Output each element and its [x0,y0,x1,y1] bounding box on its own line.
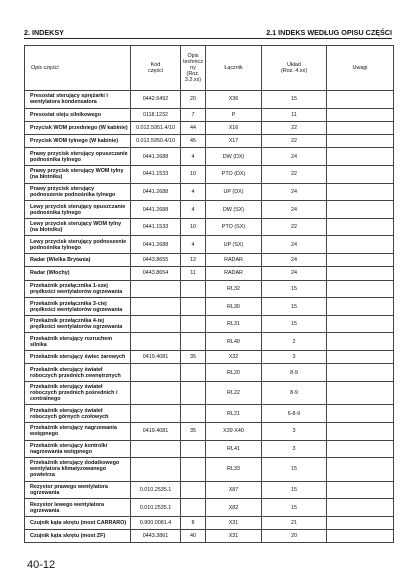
cell-description: Rezystor prawego wentylatora ogrzewania [25,481,131,499]
cell-description: Czujnik kąta skrętu (most CARRARO) [25,516,131,529]
cell-code: 0118.1232 [131,108,181,121]
col-header-connector: Łącznik [206,46,262,91]
cell-code: 0441.2688 [131,236,181,254]
table-row [25,236,394,254]
cell-notes [327,333,394,351]
page-header [24,26,392,38]
cell-diagram: 40 [181,530,206,543]
cell-layout: 20 [262,530,327,543]
subsection-title: 2.1 INDEKS WEDŁUG OPISU CZĘŚCI [266,28,392,37]
cell-description: Lewy przycisk sterujący podnoszenie podnośnika tylnego [25,236,131,254]
cell-layout: 15 [262,280,327,298]
cell-notes [327,121,394,134]
cell-connector: RL20 [206,364,262,382]
cell-diagram [181,364,206,382]
cell-description: Przekaźnik sterujący świateł roboczych przednich pośrednich i centralnego [25,381,131,405]
cell-description: Radar (Wielka Brytania) [25,254,131,267]
cell-layout: 3 [262,440,327,458]
cell-layout: 24 [262,148,327,166]
cell-description: Lewy przycisk sterujący WOM tylny (na błotniku) [25,218,131,236]
cell-layout: 24 [262,254,327,267]
cell-connector: P [206,108,262,121]
table-row [25,280,394,298]
table-row [25,381,394,405]
cell-layout: 22 [262,166,327,184]
cell-code: 0443.8654 [131,267,181,280]
table-row [25,351,394,364]
cell-code: 0441.2688 [131,201,181,219]
cell-notes [327,499,394,517]
cell-code: 0419.4081 [131,351,181,364]
cell-description: Czujnik kąta skrętu (most ZF) [25,530,131,543]
cell-notes [327,135,394,148]
cell-description: Przekaźnik sterujący rozruchem silnika [25,333,131,351]
cell-layout: 22 [262,121,327,134]
table-row [25,364,394,382]
cell-diagram [181,298,206,316]
cell-code: 0.900.0081.4 [131,516,181,529]
cell-code: 0441.1533 [131,218,181,236]
cell-diagram: 20 [181,91,206,109]
cell-connector: X17 [206,135,262,148]
table-row [25,458,394,482]
cell-notes [327,236,394,254]
table-row [25,148,394,166]
table-row [25,267,394,280]
cell-description: Przycisk WOM tylnego (W kabinie) [25,135,131,148]
table-row [25,423,394,441]
cell-layout: 15 [262,298,327,316]
cell-layout: 15 [262,315,327,333]
cell-layout: 21 [262,516,327,529]
cell-description: Przekaźnik sterujący nagrzewania wstępnego [25,423,131,441]
cell-code: 0442.6492 [131,91,181,109]
cell-connector: X82 [206,499,262,517]
table-row [25,218,394,236]
col-header-code: Kod części [131,46,181,91]
cell-notes [327,351,394,364]
cell-connector: X36 [206,91,262,109]
table-row [25,516,394,529]
cell-diagram: 8 [181,516,206,529]
cell-code: 0441.2688 [131,148,181,166]
cell-layout: 8-9 [262,381,327,405]
cell-diagram [181,499,206,517]
cell-layout: 3 [262,351,327,364]
cell-diagram [181,315,206,333]
cell-notes [327,530,394,543]
cell-code [131,298,181,316]
cell-code: 0441.1533 [131,166,181,184]
cell-notes [327,440,394,458]
cell-connector: UP (DX) [206,183,262,201]
cell-connector: X87 [206,481,262,499]
parts-index-table [24,45,394,543]
table-row [25,254,394,267]
table-row [25,166,394,184]
cell-diagram [181,440,206,458]
cell-notes [327,423,394,441]
cell-layout: 15 [262,91,327,109]
cell-code [131,440,181,458]
cell-diagram: 35 [181,351,206,364]
cell-code [131,381,181,405]
cell-layout: 6-8-9 [262,405,327,423]
cell-description: Przekaźnik przełącznika 1-szej prędkości wentylatorów ogrzewania [25,280,131,298]
cell-connector: PTO (DX) [206,166,262,184]
col-header-notes: Uwagi [327,46,394,91]
cell-layout: 11 [262,108,327,121]
cell-layout: 24 [262,236,327,254]
table-row [25,481,394,499]
cell-connector: X39 X40 [206,423,262,441]
table-row [25,108,394,121]
cell-layout: 24 [262,183,327,201]
table-row [25,315,394,333]
cell-diagram: 4 [181,148,206,166]
cell-connector: PTO (SX) [206,218,262,236]
table-row [25,333,394,351]
cell-diagram: 7 [181,108,206,121]
col-header-layout: Układ (Roz. 4.xx) [262,46,327,91]
cell-code: 0419.4081 [131,423,181,441]
cell-layout: 15 [262,458,327,482]
cell-code: 0441.2688 [131,183,181,201]
cell-code [131,280,181,298]
cell-description: Prawy przycisk sterujący WOM tylny (na błotniku) [25,166,131,184]
table-row [25,201,394,219]
cell-connector: X31 [206,530,262,543]
cell-notes [327,364,394,382]
cell-diagram: 4 [181,201,206,219]
cell-code [131,315,181,333]
cell-connector: UP (SX) [206,236,262,254]
table-row [25,530,394,543]
header-rule [24,38,392,39]
cell-description: Presostat sterujący sprężarki i wentylatora kondensatora [25,91,131,109]
cell-diagram: 35 [181,423,206,441]
cell-code: 0.012.5950.4/10 [131,135,181,148]
cell-notes [327,405,394,423]
table-row [25,135,394,148]
cell-notes [327,166,394,184]
cell-description: Przycisk WOM przedniego (W kabinie) [25,121,131,134]
cell-description: Przekaźnik sterujący kontrolki nagrzewania wstępnego [25,440,131,458]
cell-code [131,364,181,382]
cell-description: Przekaźnik sterujący świateł roboczych górnych czołowych [25,405,131,423]
cell-notes [327,91,394,109]
cell-connector: X31 [206,516,262,529]
cell-code [131,333,181,351]
cell-code: 0.012.5951.4/10 [131,121,181,134]
cell-layout: 22 [262,135,327,148]
table-row [25,121,394,134]
cell-notes [327,254,394,267]
col-header-diagram: Opis technicz ny (Roz. 3.2.xx) [181,46,206,91]
cell-diagram: 10 [181,218,206,236]
table-row [25,499,394,517]
cell-description: Rezystor lewego wentylatora ogrzewania [25,499,131,517]
cell-diagram: 12 [181,254,206,267]
cell-connector: RL32 [206,280,262,298]
cell-code: 0443.8655 [131,254,181,267]
cell-diagram [181,458,206,482]
cell-description: Prawy przycisk sterujący opuszczanie podnośnika tylnego [25,148,131,166]
cell-notes [327,381,394,405]
cell-description: Przekaźnik przełącznika 3-ciej prędkości wentylatorów ogrzewania [25,298,131,316]
cell-diagram: 4 [181,183,206,201]
cell-notes [327,516,394,529]
cell-diagram: 44 [181,121,206,134]
col-header-description: Opis części [25,46,131,91]
cell-layout: 24 [262,267,327,280]
cell-description: Przekaźnik sterujący dodatkowego wentylatora klimatyzowanego powietrza [25,458,131,482]
cell-code: 0.010.2535.1 [131,499,181,517]
cell-notes [327,183,394,201]
cell-notes [327,148,394,166]
cell-connector: RL40 [206,333,262,351]
cell-connector: DW (SX) [206,201,262,219]
cell-notes [327,201,394,219]
cell-code: 0443.3861 [131,530,181,543]
cell-connector: X16 [206,121,262,134]
table-row [25,298,394,316]
cell-notes [327,298,394,316]
cell-notes [327,315,394,333]
cell-connector: RL21 [206,405,262,423]
section-title: 2. INDEKSY [24,28,64,37]
cell-diagram [181,333,206,351]
cell-layout: 8-9 [262,364,327,382]
cell-notes [327,267,394,280]
table-row [25,440,394,458]
cell-code [131,405,181,423]
cell-description: Radar (Włochy) [25,267,131,280]
cell-diagram: 4 [181,236,206,254]
cell-code: 0.010.2535.1 [131,481,181,499]
cell-notes [327,108,394,121]
cell-connector: RL31 [206,315,262,333]
cell-layout: 15 [262,499,327,517]
page-number: 40-12 [27,559,56,571]
cell-layout: 22 [262,218,327,236]
cell-description: Przekaźnik sterujący świateł roboczych przednich zewnętrznych [25,364,131,382]
cell-diagram [181,481,206,499]
cell-diagram: 11 [181,267,206,280]
cell-connector: RL22 [206,381,262,405]
cell-connector: RADAR [206,267,262,280]
cell-description: Presostat oleju silnikowego [25,108,131,121]
cell-notes [327,280,394,298]
cell-layout: 3 [262,423,327,441]
cell-diagram: 45 [181,135,206,148]
cell-connector: X32 [206,351,262,364]
cell-description: Prawy przycisk sterujący podnoszenie podnośnika tylnego [25,183,131,201]
cell-layout: 15 [262,481,327,499]
cell-diagram: 10 [181,166,206,184]
cell-layout: 24 [262,201,327,219]
table-header-row [25,46,394,91]
cell-connector: DW (DX) [206,148,262,166]
cell-notes [327,481,394,499]
cell-connector: RL33 [206,458,262,482]
cell-description: Lewy przycisk sterujący opuszczanie podnośnika tylnego [25,201,131,219]
cell-connector: RL30 [206,298,262,316]
cell-diagram [181,405,206,423]
cell-description: Przekaźnik przełącznika 4-tej prędkości wentylatorów ogrzewania [25,315,131,333]
cell-layout: 2 [262,333,327,351]
cell-connector: RADAR [206,254,262,267]
cell-diagram [181,280,206,298]
table-row [25,91,394,109]
table-row [25,405,394,423]
cell-diagram [181,381,206,405]
cell-connector: RL41 [206,440,262,458]
table-row [25,183,394,201]
cell-notes [327,218,394,236]
cell-notes [327,458,394,482]
cell-description: Przekaźnik sterujący świec żarowych [25,351,131,364]
cell-code [131,458,181,482]
